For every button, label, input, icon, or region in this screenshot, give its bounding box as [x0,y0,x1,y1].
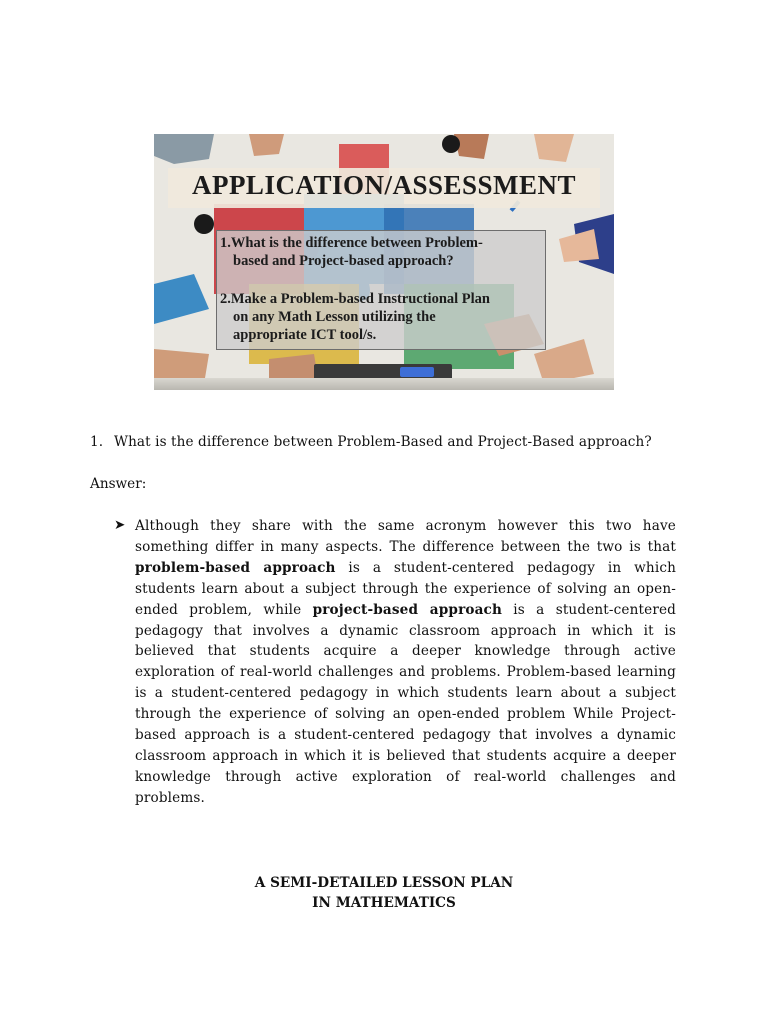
slide-q2-line3: appropriate ICT tool/s. [233,327,377,343]
answer-term-problem-based: problem-based approach [135,559,336,576]
slide-title: APPLICATION/ASSESSMENT [191,170,577,200]
slide-q1-line1: 1.What is the difference between Problem- [220,235,483,251]
slide-bottom-bar [154,378,614,390]
question-text: What is the difference between Problem-Based and Project-Based approach? [114,434,652,450]
question-line [90,434,652,450]
slide-q2-line2: on any Math Lesson utilizing the [233,309,436,325]
slide-question-2 [220,290,540,344]
answer-term-project-based: project-based approach [312,601,503,618]
lesson-plan-title-line-1: A SEMI-DETAILED LESSON PLAN [254,875,514,891]
slide-q2-line1: 2.Make a Problem-based Instructional Plan [220,291,490,307]
screen-share-stop-button [400,367,434,377]
answer-label: Answer: [90,476,147,492]
lesson-plan-title-line-2: IN MATHEMATICS [312,895,456,911]
question-number: 1. [90,434,104,450]
answer-paragraph [135,516,676,809]
answer-text-2: is a student-centered pedagogy in which students learn about a subject through the experience of solving an open-ended problem, while [135,559,676,618]
slide-image [154,134,614,390]
answer-text-1: Although they share with the same acronym however this two have something differ in many aspects. The difference between the two is that [135,518,676,555]
slide-question-1 [220,234,540,270]
slide-q1-line2: based and Project-based approach? [233,253,454,269]
arrow-bullet-icon: ➤ [114,517,126,533]
answer-text-3: is a student-centered pedagogy that involves a dynamic classroom approach in which it is believed that students acquire a deeper knowledge through active exploration of real-world challenges and problems. Problem-based learning is a student-centered pedagogy in which students learn about a subject through the experience of solving an open-ended problem While Project-based approach is a student-centered pedagogy that involves a dynamic classroom approach in which it is believed that students acquire a deeper knowledge through active exploration of real-world challenges and problems. [135,601,677,806]
